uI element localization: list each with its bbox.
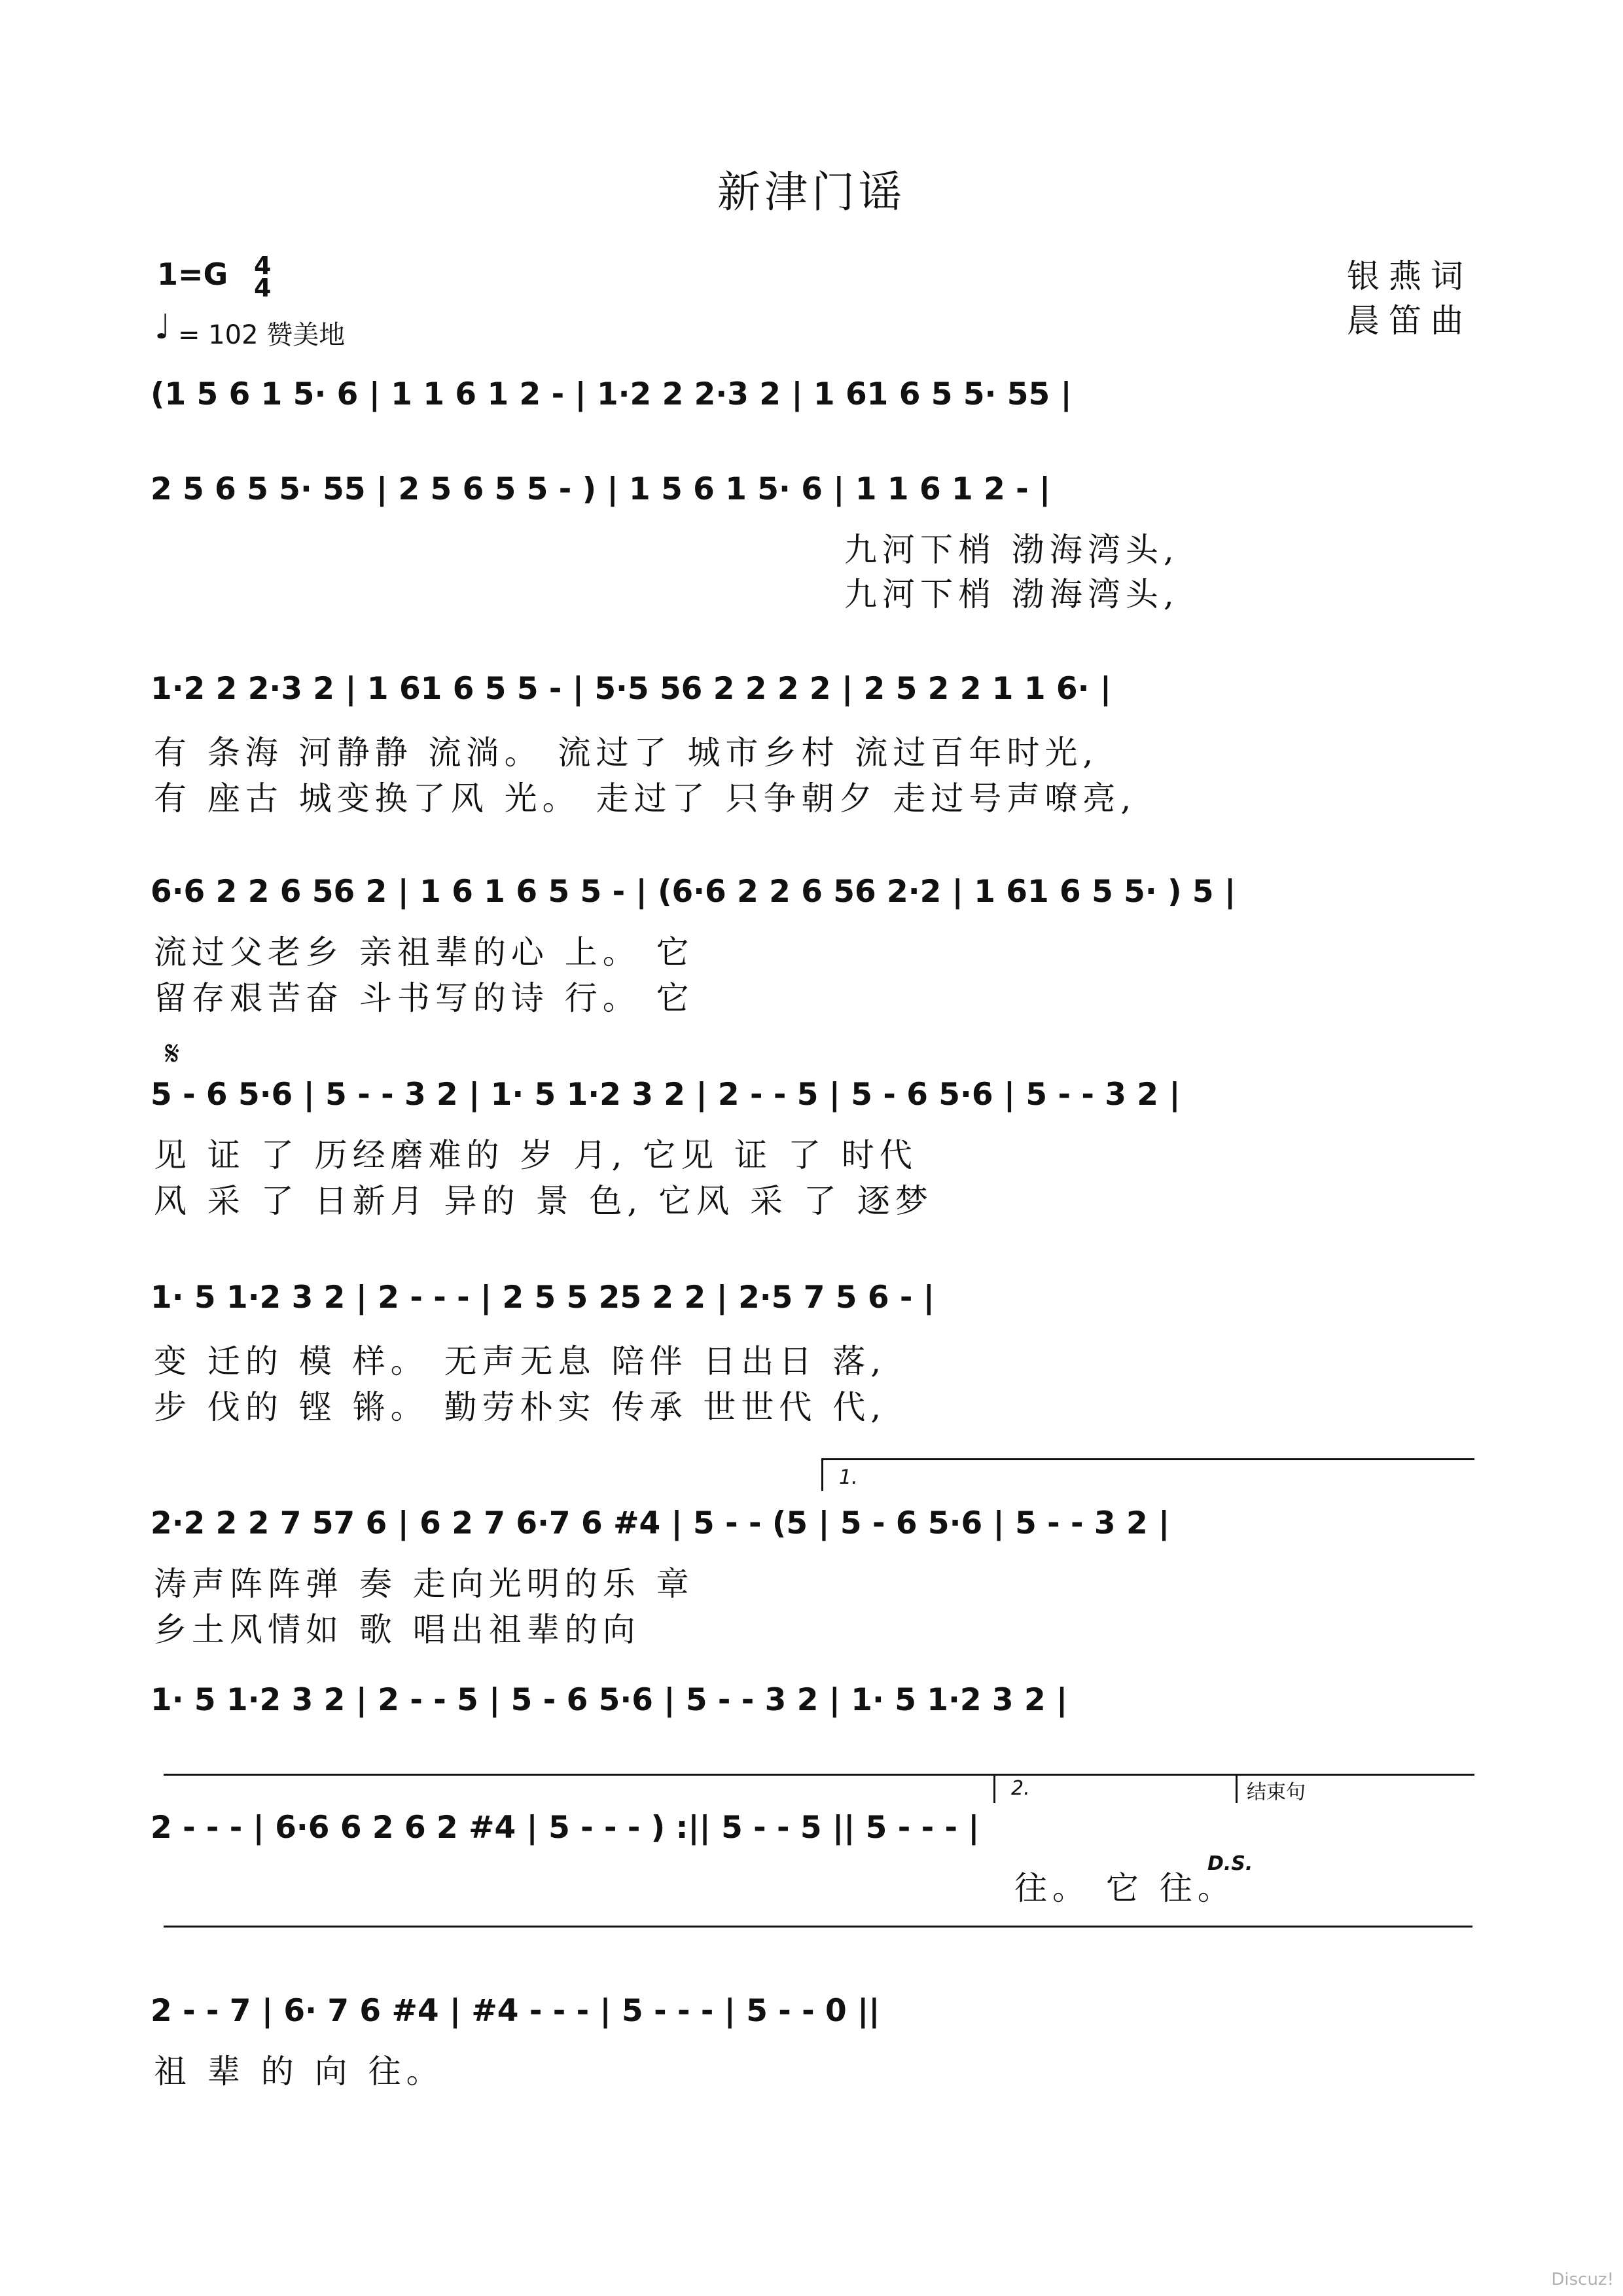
second-ending-bracket: [993, 1774, 1474, 1776]
score-line-10: 2 - - 7 | 6· 7 6 #4 | #4 - - - | 5 - - - | 5 - - 0 ||: [151, 1993, 880, 2029]
dal-segno-marking: D.S.: [1207, 1852, 1253, 1875]
watermark: Discuz!: [1551, 2270, 1614, 2289]
score-line-4: 6·6 2 2 6 56 2 | 1 6 1 6 5 5 - | (6·6 2 2 6 56 2·2 | 1 61 6 5 5· ) 5 |: [151, 874, 1236, 910]
second-ending-bracket-hook: [993, 1774, 995, 1803]
first-ending-bracket-hook: [821, 1458, 823, 1491]
lyric-line-4-verse-2: 留存艰苦奋 斗书写的诗 行。 它: [154, 979, 694, 1017]
lyric-line-5-verse-1: 见 证 了 历经磨难的 岁 月, 它见 证 了 时代: [154, 1136, 918, 1174]
lyric-line-10: 祖 辈 的 向 往。: [154, 2053, 444, 2090]
second-ending-label: 2.: [1011, 1777, 1030, 1800]
score-line-3: 1·2 2 2·3 2 | 1 61 6 5 5 - | 5·5 56 2 2 2 2 | 2 5 2 2 1 1 6· |: [151, 671, 1111, 707]
lyric-line-7-verse-2: 乡土风情如 歌 唱出祖辈的向: [154, 1611, 641, 1649]
lyric-line-2-verse-1: 九河下梢 渤海湾头,: [844, 531, 1179, 569]
tempo-marking: = 102 赞美地: [178, 320, 346, 350]
score-line-6: 1· 5 1·2 3 2 | 2 - - - | 2 5 5 25 2 2 | 2·5 7 5 6 - |: [151, 1280, 935, 1316]
segno-icon: 𝄋: [165, 1034, 180, 1073]
time-signature-numerator: 4: [254, 251, 272, 280]
credits: [1347, 254, 1472, 343]
lyric-line-5-verse-2: 风 采 了 日新月 异的 景 色, 它风 采 了 逐梦: [154, 1182, 933, 1220]
coda-bracket-hook: [1236, 1774, 1238, 1803]
score-line-2: 2 5 6 5 5· 55 | 2 5 6 5 5 - ) | 1 5 6 1 5· 6 | 1 1 6 1 2 - |: [151, 471, 1051, 507]
coda-label: 结束句: [1247, 1781, 1306, 1804]
final-phrase-bracket: [164, 1926, 1472, 1928]
score-line-8: 1· 5 1·2 3 2 | 2 - - 5 | 5 - 6 5·6 | 5 - - 3 2 | 1· 5 1·2 3 2 |: [151, 1682, 1068, 1718]
first-ending-bracket: [821, 1458, 1474, 1460]
time-signature-denominator: 4: [254, 274, 272, 302]
lyric-line-4-verse-1: 流过父老乡 亲祖辈的心 上。 它: [154, 933, 694, 971]
score-line-1: (1 5 6 1 5· 6 | 1 1 6 1 2 - | 1·2 2 2·3 2 | 1 61 6 5 5· 55 |: [151, 376, 1072, 412]
score-line-9: 2 - - - | 6·6 6 2 6 2 #4 | 5 - - - ) :|| 5 - - 5 || 5 - - - |: [151, 1810, 980, 1846]
first-ending-label: 1.: [839, 1466, 858, 1489]
lyric-line-3-verse-1: 有 条海 河静静 流淌。 流过了 城市乡村 流过百年时光,: [154, 734, 1099, 772]
lyricist-credit: 银燕词: [1347, 257, 1472, 295]
lyric-line-7-verse-1: 涛声阵阵弹 奏 走向光明的乐 章: [154, 1565, 694, 1603]
lyric-line-9-verse-1: 往。 它 往。: [1014, 1869, 1236, 1907]
composer-credit: 晨笛曲: [1347, 302, 1472, 340]
score-line-5: 5 - 6 5·6 | 5 - - 3 2 | 1· 5 1·2 3 2 | 2 - - 5 | 5 - 6 5·6 | 5 - - 3 2 |: [151, 1077, 1181, 1113]
lyric-line-2-verse-2: 九河下梢 渤海湾头,: [844, 575, 1179, 613]
key-signature: 1=G: [157, 257, 228, 292]
lyric-line-6-verse-2: 步 伐的 铿 锵。 勤劳朴实 传承 世世代 代,: [154, 1388, 887, 1426]
song-title: 新津门谣: [717, 167, 906, 217]
lyric-line-3-verse-2: 有 座古 城变换了风 光。 走过了 只争朝夕 走过号声嘹亮,: [154, 780, 1137, 817]
lyric-line-6-verse-1: 变 迁的 模 样。 无声无息 陪伴 日出日 落,: [154, 1342, 887, 1380]
score-line-7: 2·2 2 2 7 57 6 | 6 2 7 6·7 6 #4 | 5 - - (5 | 5 - 6 5·6 | 5 - - 3 2 |: [151, 1505, 1170, 1541]
quarter-note-icon: ♩: [154, 308, 171, 347]
repeat-bracket: [164, 1774, 995, 1776]
